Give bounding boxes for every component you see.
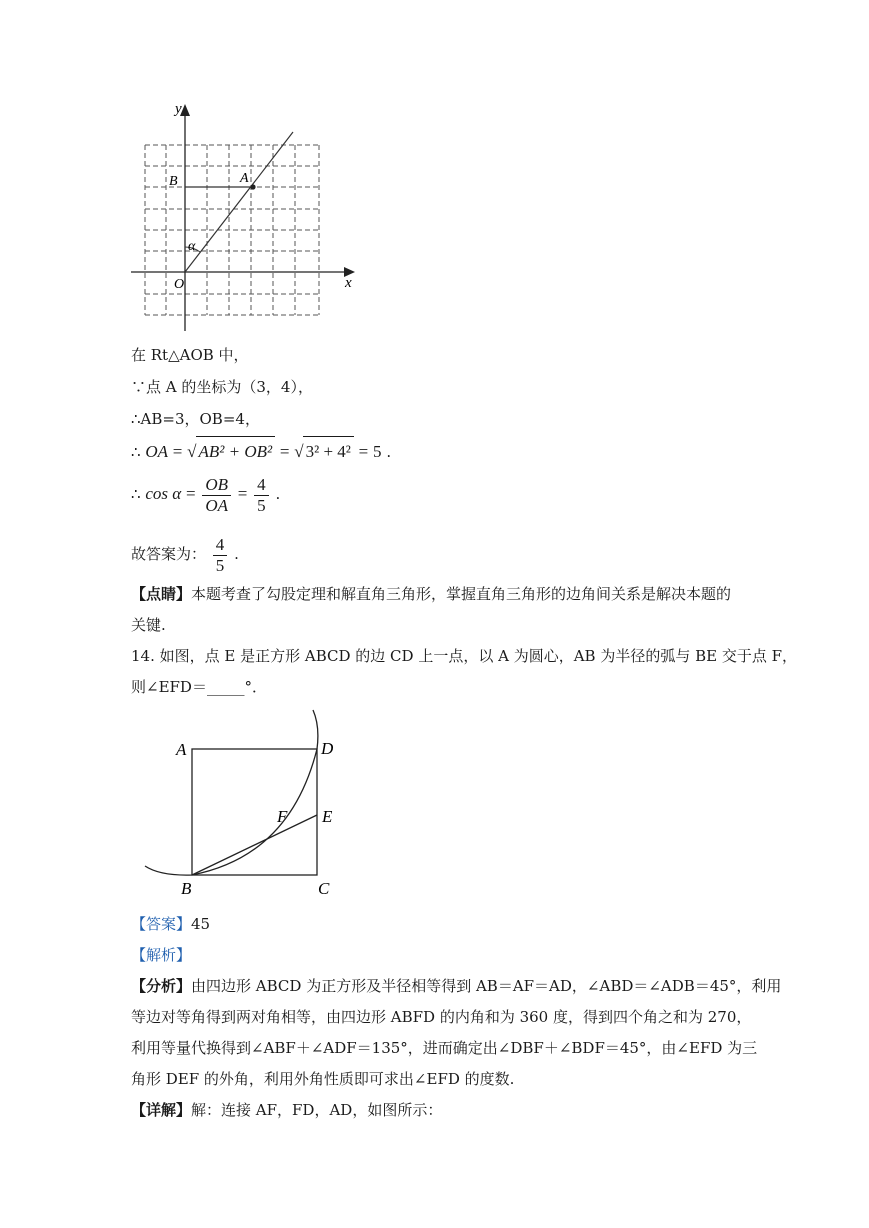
comment-line-1 — [131, 583, 731, 605]
line-end-dot: . — [275, 485, 281, 503]
fenxi-tag: 【分析】 — [131, 977, 192, 995]
equals-sign: = — [279, 442, 290, 461]
fenxi-text: 由四边形 ABCD 为正方形及半径相等得到 AB＝AF＝AD，∠ABD＝∠ADB＝45°，利用 — [191, 977, 782, 995]
comment-text: 本题考查了勾股定理和解直角三角形，掌握直角三角形的边角间关系是解决本题的 — [191, 585, 732, 603]
fraction-4-5 — [254, 475, 269, 516]
fraction-denominator: 5 — [215, 555, 225, 575]
solution-line-5 — [131, 470, 280, 518]
problem-14-line-2: 则∠EFD＝_____°． — [131, 678, 267, 696]
detail-text: 解：连接 AF，FD，AD，如图所示： — [191, 1101, 443, 1119]
label-o: O — [174, 277, 185, 292]
label-b: B — [181, 879, 192, 898]
label-b: B — [169, 174, 178, 189]
label-x: x — [345, 275, 352, 291]
fraction-denominator: OA — [205, 495, 228, 515]
analysis-tag: 【解析】 — [131, 946, 192, 964]
line-end-dot: . — [234, 545, 239, 563]
solution-line-3: ∴AB=3，OB=4， — [131, 410, 260, 428]
therefore-symbol: ∴ — [131, 485, 141, 503]
fraction-numerator: 4 — [254, 475, 269, 496]
label-alpha: α — [188, 239, 196, 254]
fraction-ob-oa — [202, 475, 231, 516]
fraction-numerator: OB — [202, 475, 231, 496]
detail-line — [131, 1099, 442, 1121]
answer-value: 45 — [191, 915, 211, 933]
answer-label: 故答案为： — [131, 545, 207, 563]
comment-line-2: 关键. — [131, 616, 166, 634]
fraction-denominator: 5 — [257, 495, 266, 515]
answer-tag: 【答案】 — [131, 915, 192, 933]
oa-term: OA — [145, 442, 168, 461]
label-a: A — [176, 740, 187, 759]
solution-line-4: ∴ OA = √ AB² + OB² = √ 3² + 4² = 5 . — [131, 436, 391, 467]
segment-be — [192, 815, 317, 875]
label-a: A — [240, 171, 249, 186]
solution-line-2: ∵点 A 的坐标为（3，4）， — [131, 378, 313, 396]
label-e: E — [322, 807, 333, 826]
sqrt-ab-ob: AB² + OB² — [196, 436, 276, 467]
problem-14-line-1: 14. 如图，点 E 是正方形 ABCD 的边 CD 上一点，以 A 为圆心，AB 为半径的弧与 BE 交于点 F， — [131, 647, 798, 665]
equals-sign: = — [358, 442, 369, 461]
fenxi-line-3: 利用等量代换得到∠ABF＋∠ADF＝135°，进而确定出∠DBF＋∠BDF＝45°，由∠EFD 为三 — [131, 1039, 758, 1057]
cos-alpha: cos α — [145, 484, 182, 503]
square-abcd — [192, 749, 317, 875]
line-end-dot: . — [386, 443, 392, 461]
point-a — [250, 184, 255, 189]
label-f: F — [277, 807, 288, 826]
solution-line-1: 在 Rt△AOB 中， — [131, 346, 249, 364]
sqrt-3-4: 3² + 4² — [303, 436, 354, 467]
answer-line — [131, 530, 239, 578]
arc-centered-a — [145, 710, 318, 875]
detail-tag: 【详解】 — [131, 1101, 192, 1119]
coordinate-figure — [125, 98, 365, 338]
equals-sign: = — [172, 442, 183, 461]
label-c: C — [318, 879, 330, 898]
oa-result: 5 — [373, 442, 382, 461]
answer-fraction — [213, 535, 228, 576]
label-y: y — [175, 101, 182, 117]
fenxi-line-1 — [131, 975, 781, 997]
fenxi-line-4: 角形 DEF 的外角，利用外角性质即可求出∠EFD 的度数. — [131, 1070, 515, 1088]
fenxi-line-2: 等边对等角得到两对角相等，由四边形 ABFD 的内角和为 360 度，得到四个角之和为 270， — [131, 1008, 752, 1026]
answer-14-line — [131, 913, 210, 935]
equals-sign: = — [237, 484, 248, 503]
equals-sign: = — [185, 484, 196, 503]
comment-tag: 【点睛】 — [131, 585, 192, 603]
fraction-numerator: 4 — [213, 535, 228, 556]
square-arc-figure — [140, 706, 360, 902]
label-d: D — [321, 739, 334, 758]
therefore-symbol: ∴ — [131, 443, 141, 461]
